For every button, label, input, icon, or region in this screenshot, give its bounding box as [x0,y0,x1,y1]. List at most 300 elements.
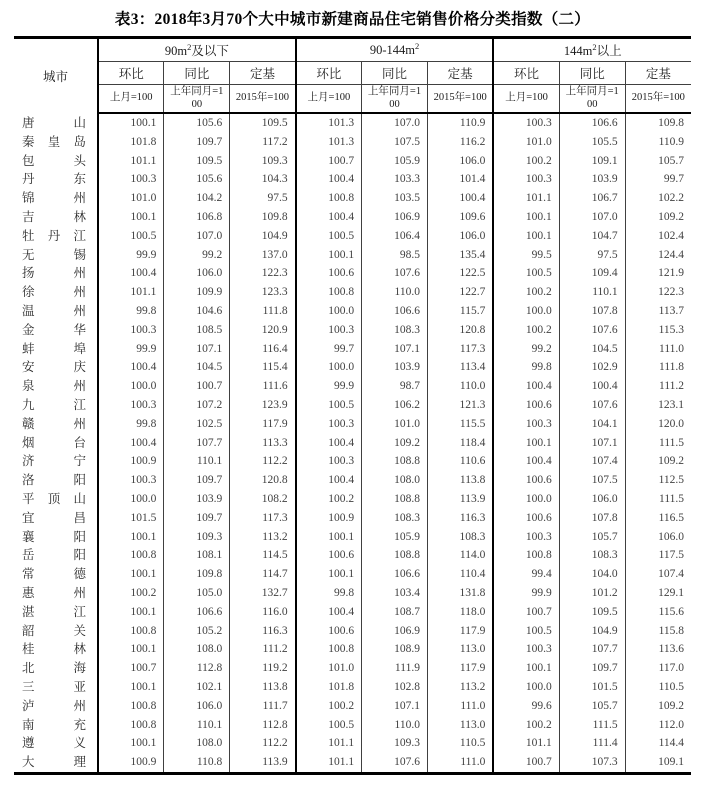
value-cell: 101.8 [296,678,362,697]
table-row [14,509,691,528]
value-cell: 106.0 [427,152,493,171]
value-cell: 105.7 [559,697,625,716]
value-cell: 106.9 [362,622,428,641]
value-cell: 113.0 [427,640,493,659]
value-cell: 100.4 [98,434,164,453]
value-cell: 99.5 [493,246,559,265]
value-cell: 100.0 [98,490,164,509]
group-label-sup: 2 [592,41,597,52]
value-cell: 107.4 [625,565,691,584]
value-cell: 109.7 [559,659,625,678]
value-cell: 103.9 [164,490,230,509]
value-cell: 102.1 [164,678,230,697]
value-cell: 117.3 [427,340,493,359]
value-cell: 107.6 [559,321,625,340]
value-cell: 100.1 [296,246,362,265]
value-cell: 100.2 [296,697,362,716]
base-header-fixed-base-3: 2015年=100 [625,85,691,114]
table-row [14,113,691,133]
value-cell: 100.1 [296,565,362,584]
value-cell: 116.2 [427,133,493,152]
value-cell: 108.9 [362,640,428,659]
value-cell: 109.2 [625,208,691,227]
value-cell: 116.5 [625,509,691,528]
value-cell: 102.9 [559,358,625,377]
value-cell: 101.3 [296,113,362,133]
value-cell: 99.2 [164,246,230,265]
value-cell: 107.8 [559,509,625,528]
city-name [14,622,98,641]
value-cell: 100.1 [493,659,559,678]
table-row [14,152,691,171]
value-cell: 100.2 [493,152,559,171]
city-name-text: 桂 林 [22,642,86,657]
value-cell: 109.7 [164,133,230,152]
value-cell: 109.2 [362,434,428,453]
city-name-text: 徐 州 [22,285,86,300]
value-cell: 122.7 [427,283,493,302]
table-row [14,753,691,773]
table-row [14,640,691,659]
value-cell: 99.7 [296,340,362,359]
sub-header-fixed-base-2: 定基 [427,62,493,85]
value-cell: 99.9 [98,340,164,359]
value-cell: 101.5 [559,678,625,697]
city-name-text: 韶 关 [22,623,86,638]
value-cell: 108.8 [362,490,428,509]
table-row [14,565,691,584]
value-cell: 113.2 [230,528,296,547]
city-name-text: 南 充 [22,717,86,732]
value-cell: 116.4 [230,340,296,359]
value-cell: 106.6 [362,302,428,321]
value-cell: 100.9 [98,452,164,471]
value-cell: 116.3 [427,509,493,528]
value-cell: 99.9 [296,377,362,396]
value-cell: 108.3 [362,321,428,340]
value-cell: 100.5 [296,396,362,415]
city-name-text: 蚌 埠 [22,341,86,356]
value-cell: 117.5 [625,546,691,565]
group-label-post: 及以下 [191,44,229,58]
group-label-sup: 2 [187,41,192,52]
value-cell: 109.5 [164,152,230,171]
table-row [14,283,691,302]
city-name [14,603,98,622]
city-name [14,340,98,359]
value-cell: 104.9 [559,622,625,641]
city-name [14,490,98,509]
value-cell: 99.8 [493,358,559,377]
table-row [14,302,691,321]
value-cell: 102.4 [625,227,691,246]
value-cell: 131.8 [427,584,493,603]
value-cell: 117.0 [625,659,691,678]
value-cell: 106.0 [164,697,230,716]
value-cell: 109.6 [427,208,493,227]
value-cell: 111.7 [230,697,296,716]
table-row [14,734,691,753]
value-cell: 100.4 [493,452,559,471]
sub-header-fixed-base-3: 定基 [625,62,691,85]
table-row [14,415,691,434]
value-cell: 110.5 [427,734,493,753]
value-cell: 122.3 [625,283,691,302]
value-cell: 97.5 [559,246,625,265]
value-cell: 120.8 [427,321,493,340]
value-cell: 108.7 [362,603,428,622]
table-row [14,659,691,678]
value-cell: 100.1 [98,734,164,753]
value-cell: 100.5 [98,227,164,246]
value-cell: 100.2 [493,321,559,340]
value-cell: 100.0 [296,358,362,377]
city-name-text: 九 江 [22,397,86,412]
table-row [14,340,691,359]
value-cell: 104.9 [230,227,296,246]
value-cell: 107.3 [559,753,625,773]
value-cell: 100.1 [98,640,164,659]
value-cell: 100.3 [493,113,559,133]
value-cell: 114.7 [230,565,296,584]
city-name-text: 吉 林 [22,209,86,224]
group-header-90-144 [296,38,494,62]
city-name [14,170,98,189]
table-row [14,471,691,490]
value-cell: 107.7 [164,434,230,453]
value-cell: 100.4 [296,471,362,490]
value-cell: 107.0 [164,227,230,246]
value-cell: 109.3 [164,528,230,547]
city-name-text: 岳 阳 [22,548,86,563]
city-name-text: 秦 皇 岛 [22,134,86,149]
value-cell: 100.3 [296,415,362,434]
table-row [14,584,691,603]
value-cell: 110.6 [427,452,493,471]
value-cell: 100.7 [493,753,559,773]
value-cell: 106.6 [559,113,625,133]
value-cell: 109.8 [625,113,691,133]
table-row [14,377,691,396]
value-cell: 101.0 [493,133,559,152]
value-cell: 108.3 [362,509,428,528]
value-cell: 113.3 [230,434,296,453]
value-cell: 111.0 [427,697,493,716]
value-cell: 106.2 [362,396,428,415]
value-cell: 113.9 [427,490,493,509]
value-cell: 117.9 [230,415,296,434]
value-cell: 99.4 [493,565,559,584]
sub-header-yoy-2: 同比 [362,62,428,85]
header-base-row [14,85,691,114]
value-cell: 106.7 [559,189,625,208]
value-cell: 101.4 [427,170,493,189]
value-cell: 112.0 [625,716,691,735]
value-cell: 109.7 [164,471,230,490]
value-cell: 101.1 [98,283,164,302]
header-group-row [14,38,691,62]
base-header-mom-2: 上月=100 [296,85,362,114]
value-cell: 100.0 [98,377,164,396]
value-cell: 104.5 [559,340,625,359]
sub-header-mom-1: 环比 [98,62,164,85]
value-cell: 121.9 [625,264,691,283]
value-cell: 101.8 [98,133,164,152]
value-cell: 97.5 [230,189,296,208]
value-cell: 104.2 [164,189,230,208]
city-name [14,133,98,152]
table-row [14,434,691,453]
value-cell: 111.2 [625,377,691,396]
value-cell: 100.6 [493,396,559,415]
value-cell: 100.1 [98,678,164,697]
group-label-pre: 144m [563,44,593,58]
value-cell: 110.4 [427,565,493,584]
value-cell: 116.3 [230,622,296,641]
sub-header-yoy-3: 同比 [559,62,625,85]
value-cell: 100.5 [296,227,362,246]
value-cell: 100.3 [493,528,559,547]
value-cell: 101.1 [493,734,559,753]
value-cell: 107.8 [559,302,625,321]
value-cell: 100.3 [296,321,362,340]
value-cell: 113.7 [625,302,691,321]
value-cell: 99.8 [296,584,362,603]
city-name [14,753,98,773]
value-cell: 111.0 [625,340,691,359]
table-row [14,358,691,377]
value-cell: 115.7 [427,302,493,321]
group-header-90-and-below [98,38,296,62]
city-name-text: 温 州 [22,303,86,318]
value-cell: 115.8 [625,622,691,641]
page-title: 表3：2018年3月70个大中城市新建商品住宅销售价格分类指数（二） [114,11,591,28]
value-cell: 111.9 [362,659,428,678]
table-row [14,170,691,189]
city-name [14,302,98,321]
table-row [14,603,691,622]
value-cell: 100.1 [493,227,559,246]
city-name-text: 惠 州 [22,585,86,600]
value-cell: 110.0 [362,716,428,735]
table-row [14,546,691,565]
value-cell: 100.7 [98,659,164,678]
city-name-text: 锦 州 [22,191,86,206]
table-row [14,678,691,697]
city-name-text: 宜 昌 [22,510,86,525]
value-cell: 107.6 [362,753,428,773]
header-sub-row [14,62,691,85]
city-name [14,546,98,565]
value-cell: 101.1 [296,734,362,753]
value-cell: 108.2 [230,490,296,509]
city-name-text: 安 庆 [22,360,86,375]
value-cell: 115.5 [427,415,493,434]
value-cell: 124.4 [625,246,691,265]
value-cell: 115.6 [625,603,691,622]
value-cell: 123.1 [625,396,691,415]
value-cell: 110.1 [559,283,625,302]
value-cell: 101.1 [493,189,559,208]
value-cell: 116.0 [230,603,296,622]
base-header-mom-3: 上月=100 [493,85,559,114]
value-cell: 100.4 [493,377,559,396]
value-cell: 114.4 [625,734,691,753]
table-row [14,396,691,415]
value-cell: 106.0 [625,528,691,547]
value-cell: 123.9 [230,396,296,415]
value-cell: 101.0 [296,659,362,678]
value-cell: 120.0 [625,415,691,434]
city-name [14,584,98,603]
value-cell: 100.8 [493,546,559,565]
value-cell: 98.7 [362,377,428,396]
value-cell: 106.9 [362,208,428,227]
table-row [14,208,691,227]
value-cell: 107.6 [559,396,625,415]
sub-header-yoy-1: 同比 [164,62,230,85]
table-row [14,528,691,547]
value-cell: 113.0 [427,716,493,735]
value-cell: 100.6 [296,546,362,565]
value-cell: 100.3 [296,452,362,471]
value-cell: 100.6 [493,509,559,528]
value-cell: 111.8 [625,358,691,377]
value-cell: 100.2 [98,584,164,603]
city-name [14,208,98,227]
value-cell: 107.7 [559,640,625,659]
value-cell: 100.7 [493,603,559,622]
city-name [14,415,98,434]
value-cell: 108.8 [362,546,428,565]
value-cell: 105.9 [362,152,428,171]
value-cell: 100.5 [493,622,559,641]
sub-header-mom-2: 环比 [296,62,362,85]
value-cell: 117.3 [230,509,296,528]
city-name [14,321,98,340]
value-cell: 117.9 [427,622,493,641]
value-cell: 100.3 [98,471,164,490]
value-cell: 137.0 [230,246,296,265]
value-cell: 117.2 [230,133,296,152]
value-cell: 108.0 [164,734,230,753]
city-name-text: 北 海 [22,661,86,676]
value-cell: 111.5 [625,434,691,453]
value-cell: 109.2 [625,452,691,471]
value-cell: 100.1 [493,208,559,227]
value-cell: 111.0 [427,753,493,773]
city-name [14,697,98,716]
city-name-text: 丹 东 [22,172,86,187]
value-cell: 102.5 [164,415,230,434]
value-cell: 109.1 [559,152,625,171]
value-cell: 107.1 [164,340,230,359]
value-cell: 109.3 [362,734,428,753]
value-cell: 101.5 [98,509,164,528]
value-cell: 110.8 [164,753,230,773]
value-cell: 108.5 [164,321,230,340]
value-cell: 109.2 [625,697,691,716]
value-cell: 120.9 [230,321,296,340]
value-cell: 106.6 [164,603,230,622]
value-cell: 129.1 [625,584,691,603]
city-name [14,113,98,133]
value-cell: 109.8 [164,565,230,584]
value-cell: 108.0 [164,640,230,659]
value-cell: 106.4 [362,227,428,246]
value-cell: 100.3 [493,170,559,189]
value-cell: 113.8 [230,678,296,697]
base-header-fixed-base-1: 2015年=100 [230,85,296,114]
table-row [14,697,691,716]
value-cell: 104.6 [164,302,230,321]
value-cell: 111.2 [230,640,296,659]
value-cell: 105.2 [164,622,230,641]
sub-header-mom-3: 环比 [493,62,559,85]
city-name [14,659,98,678]
value-cell: 100.0 [296,302,362,321]
city-name-text: 常 德 [22,567,86,582]
city-name [14,716,98,735]
value-cell: 109.9 [164,283,230,302]
value-cell: 100.3 [98,170,164,189]
city-name [14,377,98,396]
value-cell: 108.3 [559,546,625,565]
table-header [14,38,691,114]
value-cell: 106.0 [427,227,493,246]
value-cell: 109.3 [230,152,296,171]
city-name [14,283,98,302]
value-cell: 100.4 [98,264,164,283]
value-cell: 100.8 [98,697,164,716]
value-cell: 100.0 [493,490,559,509]
value-cell: 108.8 [362,452,428,471]
value-cell: 100.2 [296,490,362,509]
value-cell: 99.6 [493,697,559,716]
city-name [14,358,98,377]
value-cell: 123.3 [230,283,296,302]
value-cell: 100.1 [98,113,164,133]
value-cell: 107.1 [362,340,428,359]
value-cell: 99.8 [98,302,164,321]
value-cell: 107.0 [362,113,428,133]
value-cell: 106.8 [164,208,230,227]
city-name-text: 洛 阳 [22,473,86,488]
value-cell: 106.0 [164,264,230,283]
value-cell: 110.1 [164,452,230,471]
value-cell: 109.8 [230,208,296,227]
value-cell: 115.4 [230,358,296,377]
value-cell: 101.1 [98,152,164,171]
value-cell: 110.5 [625,678,691,697]
value-cell: 113.4 [427,358,493,377]
table-row [14,490,691,509]
value-cell: 100.8 [98,622,164,641]
value-cell: 105.6 [164,170,230,189]
group-label-pre: 90-144m [369,43,415,58]
value-cell: 104.3 [230,170,296,189]
city-name-text: 牡 丹 江 [22,228,86,243]
city-name-text: 襄 阳 [22,529,86,544]
value-cell: 105.9 [362,528,428,547]
value-cell: 100.4 [296,434,362,453]
value-cell: 111.4 [559,734,625,753]
city-name-text: 唐 山 [22,115,86,130]
value-cell: 115.3 [625,321,691,340]
value-cell: 103.4 [362,584,428,603]
city-name-text: 赣 州 [22,416,86,431]
value-cell: 113.6 [625,640,691,659]
